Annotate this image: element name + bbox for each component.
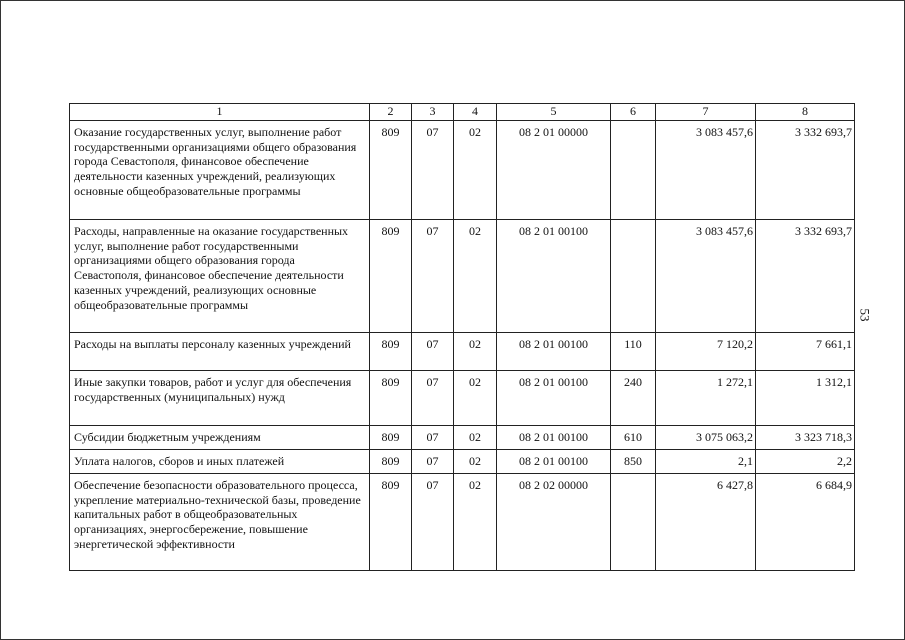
row-amount-year-1: 3 083 457,6: [656, 121, 756, 220]
header-cell-1: 1: [70, 104, 370, 121]
row-section: 07: [412, 371, 454, 426]
row-ministry-code: 809: [370, 121, 412, 220]
page-number: 53: [857, 308, 873, 322]
table-row: [70, 474, 855, 571]
row-amount-year-2: 3 323 718,3: [756, 426, 855, 450]
row-expense-type: [611, 121, 656, 220]
row-amount-year-2: 3 332 693,7: [756, 121, 855, 220]
row-amount-year-2: 6 684,9: [756, 474, 855, 571]
row-expense-type: 110: [611, 333, 656, 371]
row-name: Оказание государственных услуг, выполнение работ государственными организациями общего образования города Севастополя, финансовое обеспечение деятельности казенных учреждений, реализующих основные общеобразовательные программы: [70, 121, 370, 220]
row-target-article: 08 2 01 00000: [497, 121, 611, 220]
row-expense-type: 610: [611, 426, 656, 450]
table-header-row: [70, 104, 855, 121]
header-cell-4: 4: [454, 104, 497, 121]
header-cell-8: 8: [756, 104, 855, 121]
row-target-article: 08 2 01 00100: [497, 371, 611, 426]
row-amount-year-1: 6 427,8: [656, 474, 756, 571]
row-ministry-code: 809: [370, 450, 412, 474]
table-row: [70, 426, 855, 450]
row-ministry-code: 809: [370, 474, 412, 571]
row-name: Иные закупки товаров, работ и услуг для обеспечения государственных (муниципальных) нужд: [70, 371, 370, 426]
header-cell-6: 6: [611, 104, 656, 121]
row-section: 07: [412, 474, 454, 571]
row-target-article: 08 2 02 00000: [497, 474, 611, 571]
row-subsection: 02: [454, 333, 497, 371]
row-section: 07: [412, 333, 454, 371]
row-section: 07: [412, 450, 454, 474]
row-target-article: 08 2 01 00100: [497, 333, 611, 371]
row-name: Уплата налогов, сборов и иных платежей: [70, 450, 370, 474]
row-amount-year-1: 7 120,2: [656, 333, 756, 371]
row-amount-year-1: 3 083 457,6: [656, 220, 756, 333]
row-subsection: 02: [454, 371, 497, 426]
row-subsection: 02: [454, 121, 497, 220]
row-name: Расходы на выплаты персоналу казенных учреждений: [70, 333, 370, 371]
row-amount-year-2: 2,2: [756, 450, 855, 474]
row-expense-type: [611, 474, 656, 571]
header-cell-5: 5: [497, 104, 611, 121]
row-amount-year-2: 3 332 693,7: [756, 220, 855, 333]
row-section: 07: [412, 121, 454, 220]
row-ministry-code: 809: [370, 220, 412, 333]
row-name: Обеспечение безопасности образовательного процесса, укрепление материально-технической базы, проведение капитальных работ в общеобразовательных организациях, энергосбережение, повышение энергетической эффективности: [70, 474, 370, 571]
table-row: [70, 220, 855, 333]
row-target-article: 08 2 01 00100: [497, 220, 611, 333]
row-subsection: 02: [454, 426, 497, 450]
row-amount-year-1: 2,1: [656, 450, 756, 474]
header-cell-2: 2: [370, 104, 412, 121]
row-ministry-code: 809: [370, 371, 412, 426]
table-row: [70, 371, 855, 426]
row-target-article: 08 2 01 00100: [497, 450, 611, 474]
row-expense-type: 850: [611, 450, 656, 474]
row-ministry-code: 809: [370, 426, 412, 450]
row-section: 07: [412, 426, 454, 450]
header-cell-7: 7: [656, 104, 756, 121]
row-amount-year-1: 1 272,1: [656, 371, 756, 426]
table-row: [70, 121, 855, 220]
row-subsection: 02: [454, 220, 497, 333]
header-cell-3: 3: [412, 104, 454, 121]
row-subsection: 02: [454, 474, 497, 571]
table-row: [70, 333, 855, 371]
row-amount-year-1: 3 075 063,2: [656, 426, 756, 450]
row-ministry-code: 809: [370, 333, 412, 371]
row-subsection: 02: [454, 450, 497, 474]
row-amount-year-2: 1 312,1: [756, 371, 855, 426]
table-row: [70, 450, 855, 474]
row-name: Расходы, направленные на оказание государственных услуг, выполнение работ государственными организациями общего образования города Севастополя, финансовое обеспечение деятельности казенных учреждений, реализующих основные общеобразовательные программы: [70, 220, 370, 333]
budget-table: [69, 103, 855, 571]
row-section: 07: [412, 220, 454, 333]
row-amount-year-2: 7 661,1: [756, 333, 855, 371]
row-name: Субсидии бюджетным учреждениям: [70, 426, 370, 450]
row-target-article: 08 2 01 00100: [497, 426, 611, 450]
row-expense-type: [611, 220, 656, 333]
row-expense-type: 240: [611, 371, 656, 426]
